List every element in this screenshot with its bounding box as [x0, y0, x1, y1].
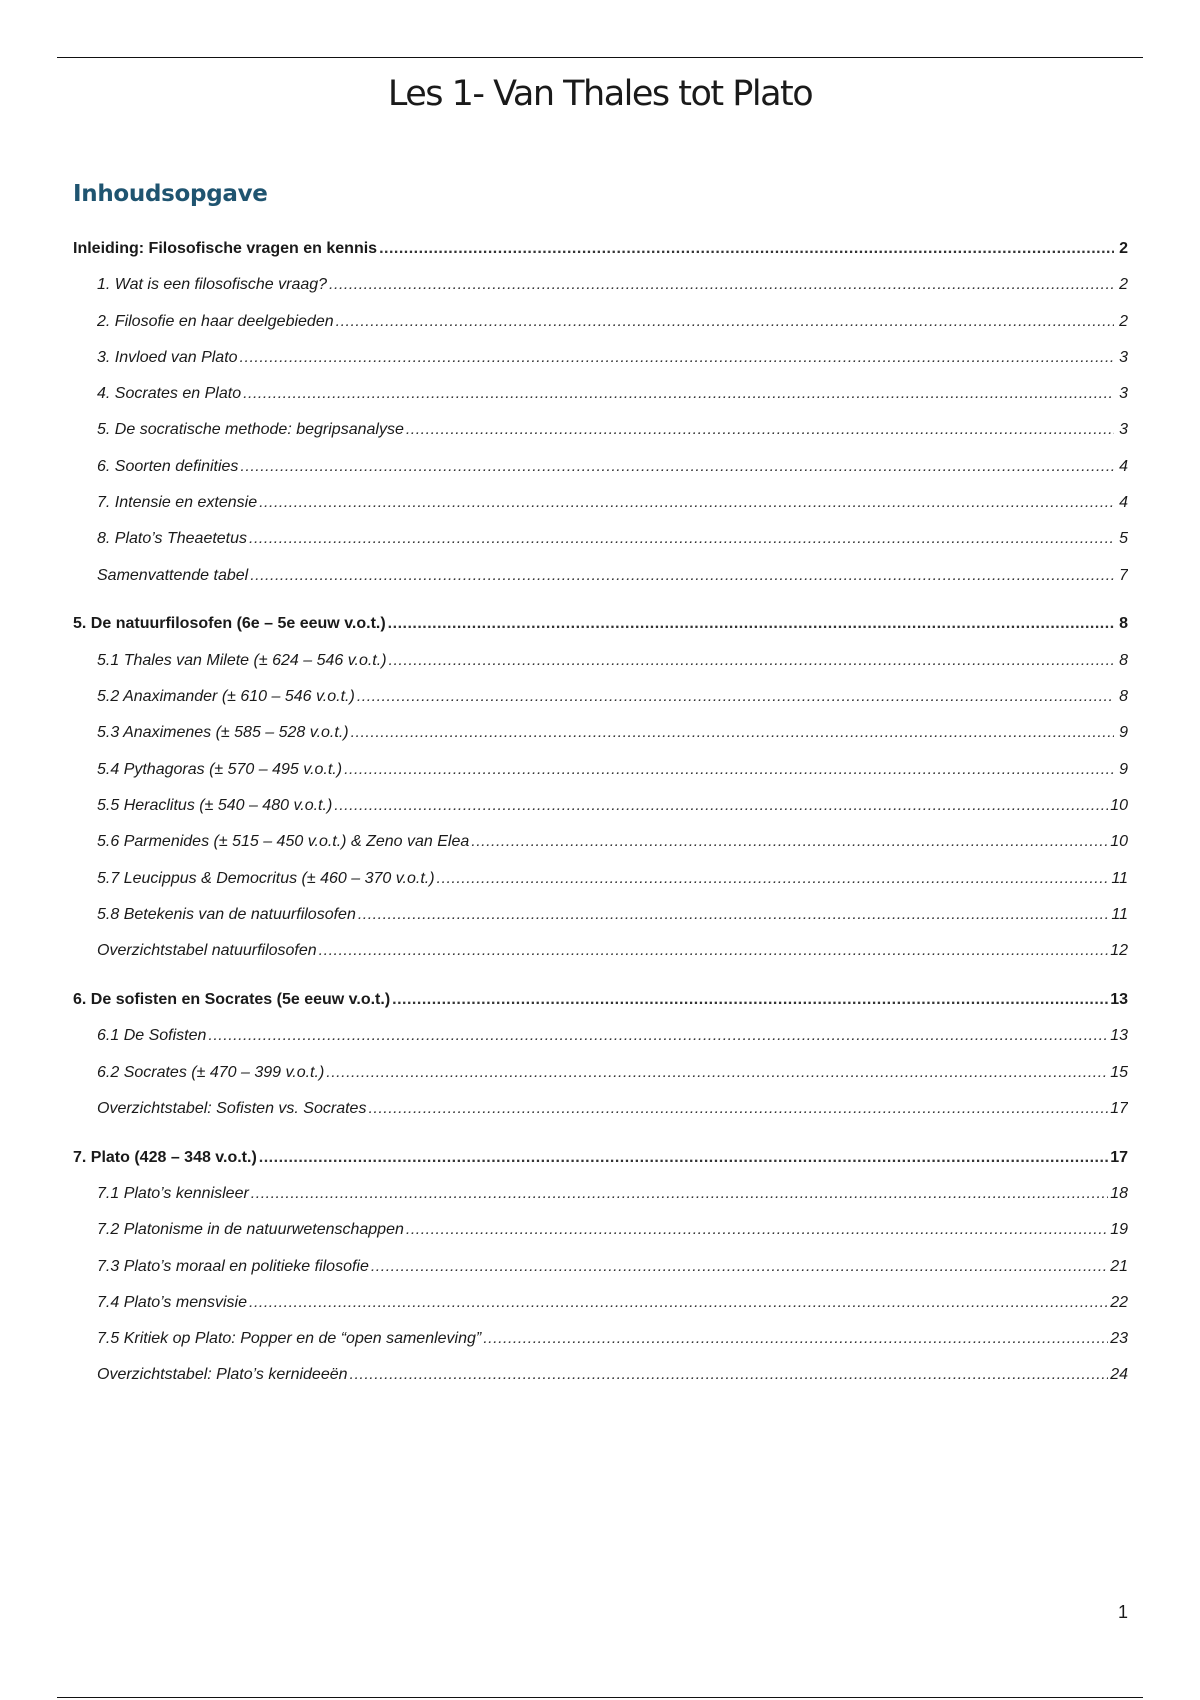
toc-entry-page: 7: [1119, 566, 1128, 584]
toc-entry-page: 10: [1110, 833, 1128, 851]
toc-subsection-entry[interactable]: [73, 904, 1128, 940]
toc-dot-leader: [336, 311, 1114, 333]
toc-subsection-entry[interactable]: [73, 383, 1128, 419]
toc-dot-leader: [368, 1098, 1108, 1120]
document-title: Les 1- Van Thales tot Plato: [387, 74, 813, 114]
toc-dot-leader: [392, 989, 1108, 1011]
toc-entry-page: 18: [1110, 1184, 1128, 1202]
toc-subsection-entry[interactable]: [73, 795, 1128, 831]
toc-dot-leader: [249, 1292, 1108, 1314]
toc-entry-label: 6.2 Socrates (± 470 – 399 v.o.t.): [97, 1063, 325, 1081]
toc-entry-page: 21: [1110, 1257, 1128, 1275]
toc-entry-label: 7.3 Plato’s moraal en politieke filosofie: [97, 1257, 369, 1275]
toc-entry-page: 13: [1110, 1027, 1128, 1045]
toc-subsection-entry[interactable]: [73, 565, 1128, 601]
toc-dot-leader: [483, 1328, 1108, 1350]
toc-subsection-entry[interactable]: [73, 1256, 1128, 1292]
toc-entry-page: 8: [1119, 615, 1128, 633]
toc-dot-leader: [406, 1219, 1108, 1241]
toc-entry-page: 8: [1119, 688, 1128, 706]
toc-entry-page: 23: [1110, 1330, 1128, 1348]
toc-entry-label: 1. Wat is een filosofische vraag?: [97, 276, 328, 294]
toc-entry-page: 8: [1119, 651, 1128, 669]
toc-entry-label: 6. De sofisten en Socrates (5e eeuw v.o.t.): [73, 990, 391, 1008]
toc-dot-leader: [240, 347, 1114, 369]
toc-subsection-entry[interactable]: [73, 650, 1128, 686]
toc-dot-leader: [358, 904, 1110, 926]
toc-subsection-entry[interactable]: [73, 1219, 1128, 1255]
toc-entry-page: 22: [1110, 1293, 1128, 1311]
toc-dot-leader: [334, 795, 1108, 817]
toc-entry-page: 2: [1119, 240, 1128, 257]
toc-dot-leader: [350, 1364, 1109, 1386]
toc-subsection-entry[interactable]: [73, 940, 1128, 976]
toc-entry-page: 17: [1110, 1099, 1128, 1117]
toc-entry-label: 5.2 Anaximander (± 610 – 546 v.o.t.): [97, 688, 355, 706]
toc-dot-leader: [388, 613, 1114, 635]
toc-heading: Inhoudsopgave: [73, 181, 268, 207]
page-number: 1: [1117, 1602, 1128, 1622]
toc-dot-leader: [208, 1025, 1108, 1047]
toc-dot-leader: [259, 492, 1114, 514]
toc-subsection-entry[interactable]: [73, 1183, 1128, 1219]
toc-entry-page: 11: [1111, 905, 1128, 923]
toc-subsection-entry[interactable]: [73, 1098, 1128, 1134]
toc-entry-label: Overzichtstabel: Sofisten vs. Socrates: [97, 1099, 367, 1117]
toc-entry-page: 4: [1119, 494, 1128, 512]
toc-dot-leader: [249, 528, 1114, 550]
toc-entry-label: 5.5 Heraclitus (± 540 – 480 v.o.t.): [97, 796, 333, 814]
toc-entry-page: 15: [1110, 1063, 1128, 1081]
toc-entry-label: 7.1 Plato’s kennisleer: [97, 1184, 249, 1202]
toc-dot-leader: [319, 940, 1109, 962]
toc-subsection-entry[interactable]: [73, 347, 1128, 383]
toc-entry-page: 19: [1110, 1221, 1128, 1239]
toc-subsection-entry[interactable]: [73, 528, 1128, 564]
toc-entry-page: 5: [1119, 530, 1128, 548]
toc-subsection-entry[interactable]: [73, 1364, 1128, 1400]
toc-section-entry[interactable]: [73, 1147, 1128, 1183]
toc-subsection-entry[interactable]: [73, 311, 1128, 347]
toc-entry-page: 9: [1119, 760, 1128, 778]
toc-section-entry[interactable]: [73, 989, 1128, 1025]
toc-entry-page: 13: [1110, 990, 1128, 1008]
toc-entry-label: Overzichtstabel: Plato’s kernideeën: [97, 1366, 348, 1384]
toc-entry-page: 3: [1119, 421, 1128, 439]
toc-dot-leader: [371, 1256, 1108, 1278]
toc-entry-label: 8. Plato’s Theaetetus: [97, 530, 248, 548]
toc-dot-leader: [326, 1062, 1108, 1084]
toc-entry-label: Inleiding: Filosofische vragen en kennis: [73, 240, 378, 257]
toc-subsection-entry[interactable]: [73, 1328, 1128, 1364]
toc-subsection-entry[interactable]: [73, 722, 1128, 758]
toc-entry-label: 6. Soorten definities: [97, 457, 239, 475]
toc-entry-label: 7.4 Plato’s mensvisie: [97, 1293, 247, 1311]
toc-dot-leader: [329, 274, 1114, 296]
toc-entry-page: 10: [1110, 796, 1128, 814]
toc-entry-label: 5.4 Pythagoras (± 570 – 495 v.o.t.): [97, 760, 343, 778]
toc-entry-page: 12: [1110, 942, 1128, 960]
toc-entry-label: 3. Invloed van Plato: [97, 348, 238, 366]
toc-entry-page: 11: [1111, 869, 1128, 887]
toc-entry-label: 5.3 Anaximenes (± 585 – 528 v.o.t.): [97, 724, 349, 742]
toc-subsection-entry[interactable]: [73, 759, 1128, 795]
toc-dot-leader: [351, 722, 1114, 744]
toc-subsection-entry[interactable]: [73, 831, 1128, 867]
toc-entry-label: 5.7 Leucippus & Democritus (± 460 – 370 v.o.t.): [97, 869, 435, 887]
toc-entry-label: 5.8 Betekenis van de natuurfilosofen: [97, 905, 356, 923]
toc-subsection-entry[interactable]: [73, 868, 1128, 904]
toc-entry-label: 5. De socratische methode: begripsanalyse: [97, 421, 404, 439]
toc-dot-leader: [250, 565, 1114, 587]
toc-subsection-entry[interactable]: [73, 1062, 1128, 1098]
toc-subsection-entry[interactable]: [73, 492, 1128, 528]
toc-subsection-entry[interactable]: [73, 419, 1128, 455]
toc-entry-page: 4: [1119, 457, 1128, 475]
toc-entry-label: 6.1 De Sofisten: [97, 1027, 207, 1045]
toc-dot-leader: [379, 238, 1114, 260]
toc-entry-label: Samenvattende tabel: [97, 566, 249, 584]
toc-entry-label: 5.6 Parmenides (± 515 – 450 v.o.t.) & Zeno van Elea: [97, 833, 470, 851]
toc-entry-page: 17: [1110, 1148, 1128, 1166]
toc-subsection-entry[interactable]: [73, 1025, 1128, 1061]
toc-dot-leader: [437, 868, 1110, 890]
toc-entry-label: 7.5 Kritiek op Plato: Popper en de “open samenleving”: [97, 1330, 482, 1348]
toc-entry-label: 7.2 Platonisme in de natuurwetenschappen: [97, 1221, 404, 1239]
toc-dot-leader: [344, 759, 1114, 781]
toc-entry-label: 2. Filosofie en haar deelgebieden: [97, 312, 334, 330]
toc-entry-page: 2: [1119, 276, 1128, 294]
toc-dot-leader: [389, 650, 1114, 672]
footer-rule: [57, 1697, 1143, 1698]
toc-dot-leader: [406, 419, 1114, 441]
toc-entry-page: 24: [1110, 1366, 1128, 1384]
toc-entry-label: 5.1 Thales van Milete (± 624 – 546 v.o.t.): [97, 651, 387, 669]
toc-section-entry[interactable]: [73, 238, 1128, 274]
toc-subsection-entry[interactable]: [73, 456, 1128, 492]
toc-dot-leader: [240, 456, 1114, 478]
toc-entry-label: 5. De natuurfilosofen (6e – 5e eeuw v.o.t.): [73, 615, 386, 633]
toc-entry-page: 2: [1119, 312, 1128, 330]
toc-entry-page: 9: [1119, 724, 1128, 742]
header-rule: [57, 57, 1143, 58]
toc-entry-page: 3: [1119, 348, 1128, 366]
toc-dot-leader: [259, 1147, 1108, 1169]
toc-subsection-entry[interactable]: [73, 686, 1128, 722]
toc-dot-leader: [251, 1183, 1108, 1205]
toc-subsection-entry[interactable]: [73, 274, 1128, 310]
toc-dot-leader: [471, 831, 1108, 853]
toc-section-entry[interactable]: [73, 613, 1128, 649]
toc-entry-label: Overzichtstabel natuurfilosofen: [97, 942, 317, 960]
table-of-contents: [73, 238, 1128, 1401]
toc-dot-leader: [357, 686, 1114, 708]
toc-entry-label: 7. Intensie en extensie: [97, 494, 258, 512]
toc-entry-label: 7. Plato (428 – 348 v.o.t.): [73, 1148, 257, 1166]
toc-entry-page: 3: [1119, 385, 1128, 403]
toc-dot-leader: [243, 383, 1114, 405]
toc-subsection-entry[interactable]: [73, 1292, 1128, 1328]
toc-entry-label: 4. Socrates en Plato: [97, 385, 242, 403]
